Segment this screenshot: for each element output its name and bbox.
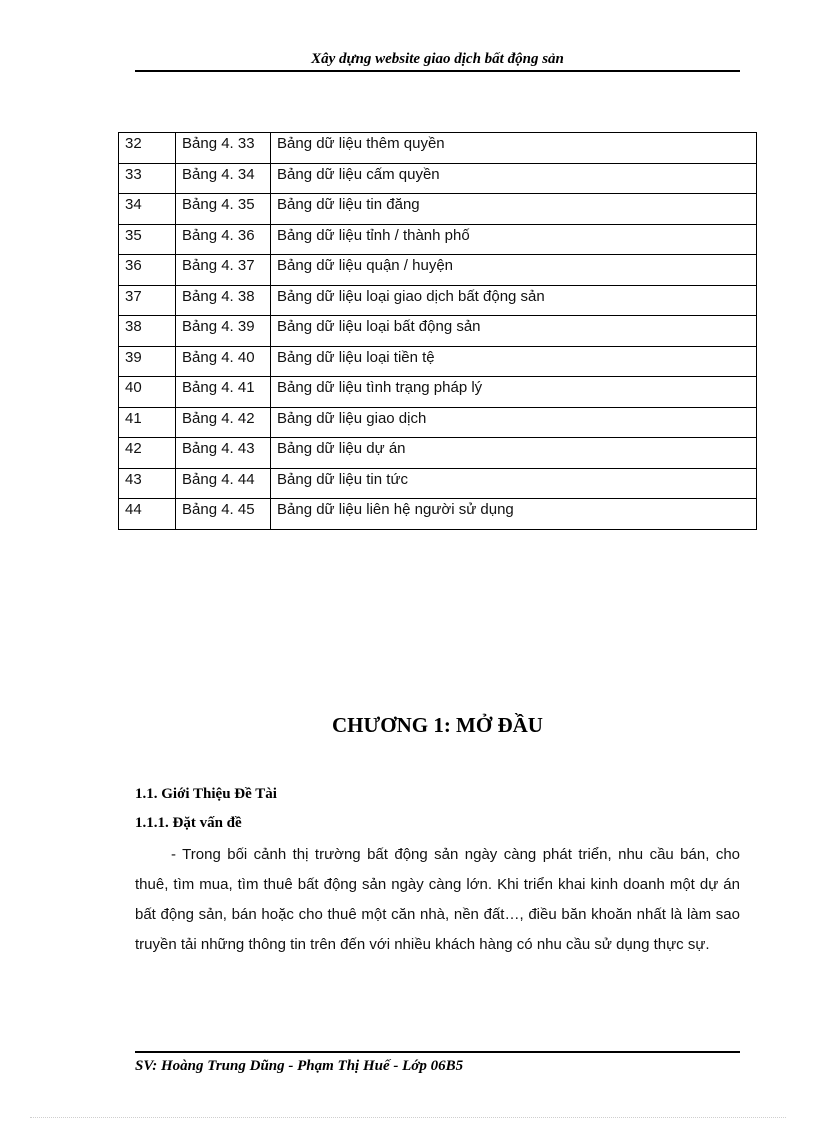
row-number: 44 — [119, 499, 176, 530]
table-description: Bảng dữ liệu thêm quyền — [271, 133, 757, 164]
table-row — [119, 194, 757, 225]
table-row — [119, 438, 757, 469]
table-row — [119, 346, 757, 377]
table-description: Bảng dữ liệu tỉnh / thành phố — [271, 224, 757, 255]
table-reference: Bảng 4. 36 — [176, 224, 271, 255]
table-description: Bảng dữ liệu loại giao dịch bất động sản — [271, 285, 757, 316]
row-number: 35 — [119, 224, 176, 255]
row-number: 36 — [119, 255, 176, 286]
row-number: 41 — [119, 407, 176, 438]
section-heading: 1.1. Giới Thiệu Đề Tài — [135, 786, 277, 802]
subsection-heading: 1.1.1. Đặt vấn đề — [135, 815, 242, 831]
table-description: Bảng dữ liệu dự án — [271, 438, 757, 469]
row-number: 34 — [119, 194, 176, 225]
row-number: 42 — [119, 438, 176, 469]
table-reference: Bảng 4. 33 — [176, 133, 271, 164]
table-row — [119, 468, 757, 499]
table-description: Bảng dữ liệu loại bất động sản — [271, 316, 757, 347]
footer-divider — [135, 1051, 740, 1053]
table-description: Bảng dữ liệu tin đăng — [271, 194, 757, 225]
row-number: 40 — [119, 377, 176, 408]
row-number: 38 — [119, 316, 176, 347]
table-reference: Bảng 4. 34 — [176, 163, 271, 194]
table-body — [119, 133, 757, 530]
header-divider — [135, 70, 740, 72]
table-row — [119, 224, 757, 255]
table-reference: Bảng 4. 42 — [176, 407, 271, 438]
chapter-title: CHƯƠNG 1: MỞ ĐẦU — [332, 713, 543, 737]
body-paragraph: - Trong bối cảnh thị trường bất động sản ngày càng phát triển, nhu cầu bán, cho thuê, tìm mua, tìm thuê bất động sản ngày càng lớn. Khi triển khai kinh doanh một dự án bất động sản, bán hoặc cho thuê một căn nhà, nền đất…, điều băn khoăn nhất là làm sao truyền tải những thông tin trên đến với nhiều khách hàng có nhu cầu sử dụng thực sự. — [135, 846, 740, 953]
table-reference: Bảng 4. 37 — [176, 255, 271, 286]
table-row — [119, 163, 757, 194]
table-description: Bảng dữ liệu liên hệ người sử dụng — [271, 499, 757, 530]
table-reference: Bảng 4. 45 — [176, 499, 271, 530]
table-reference: Bảng 4. 41 — [176, 377, 271, 408]
page-footer-text: SV: Hoàng Trung Dũng - Phạm Thị Huế - Lớp 06B5 — [135, 1058, 464, 1074]
row-number: 39 — [119, 346, 176, 377]
page-boundary — [30, 1117, 786, 1118]
row-number: 33 — [119, 163, 176, 194]
table-description: Bảng dữ liệu tình trạng pháp lý — [271, 377, 757, 408]
page-header-title: Xây dựng website giao dịch bất động sản — [311, 51, 564, 67]
table-row — [119, 285, 757, 316]
table-description: Bảng dữ liệu loại tiền tệ — [271, 346, 757, 377]
table-row — [119, 499, 757, 530]
row-number: 37 — [119, 285, 176, 316]
table-row — [119, 377, 757, 408]
table-description: Bảng dữ liệu quận / huyện — [271, 255, 757, 286]
table-row — [119, 133, 757, 164]
table-reference: Bảng 4. 39 — [176, 316, 271, 347]
table-reference: Bảng 4. 40 — [176, 346, 271, 377]
row-number: 32 — [119, 133, 176, 164]
row-number: 43 — [119, 468, 176, 499]
table-description: Bảng dữ liệu tin tức — [271, 468, 757, 499]
table-row — [119, 407, 757, 438]
table-row — [119, 255, 757, 286]
table-reference: Bảng 4. 43 — [176, 438, 271, 469]
table-description: Bảng dữ liệu cấm quyền — [271, 163, 757, 194]
table-row — [119, 316, 757, 347]
table-reference: Bảng 4. 35 — [176, 194, 271, 225]
table-list — [118, 132, 757, 530]
table-reference: Bảng 4. 44 — [176, 468, 271, 499]
table-description: Bảng dữ liệu giao dịch — [271, 407, 757, 438]
table-reference: Bảng 4. 38 — [176, 285, 271, 316]
